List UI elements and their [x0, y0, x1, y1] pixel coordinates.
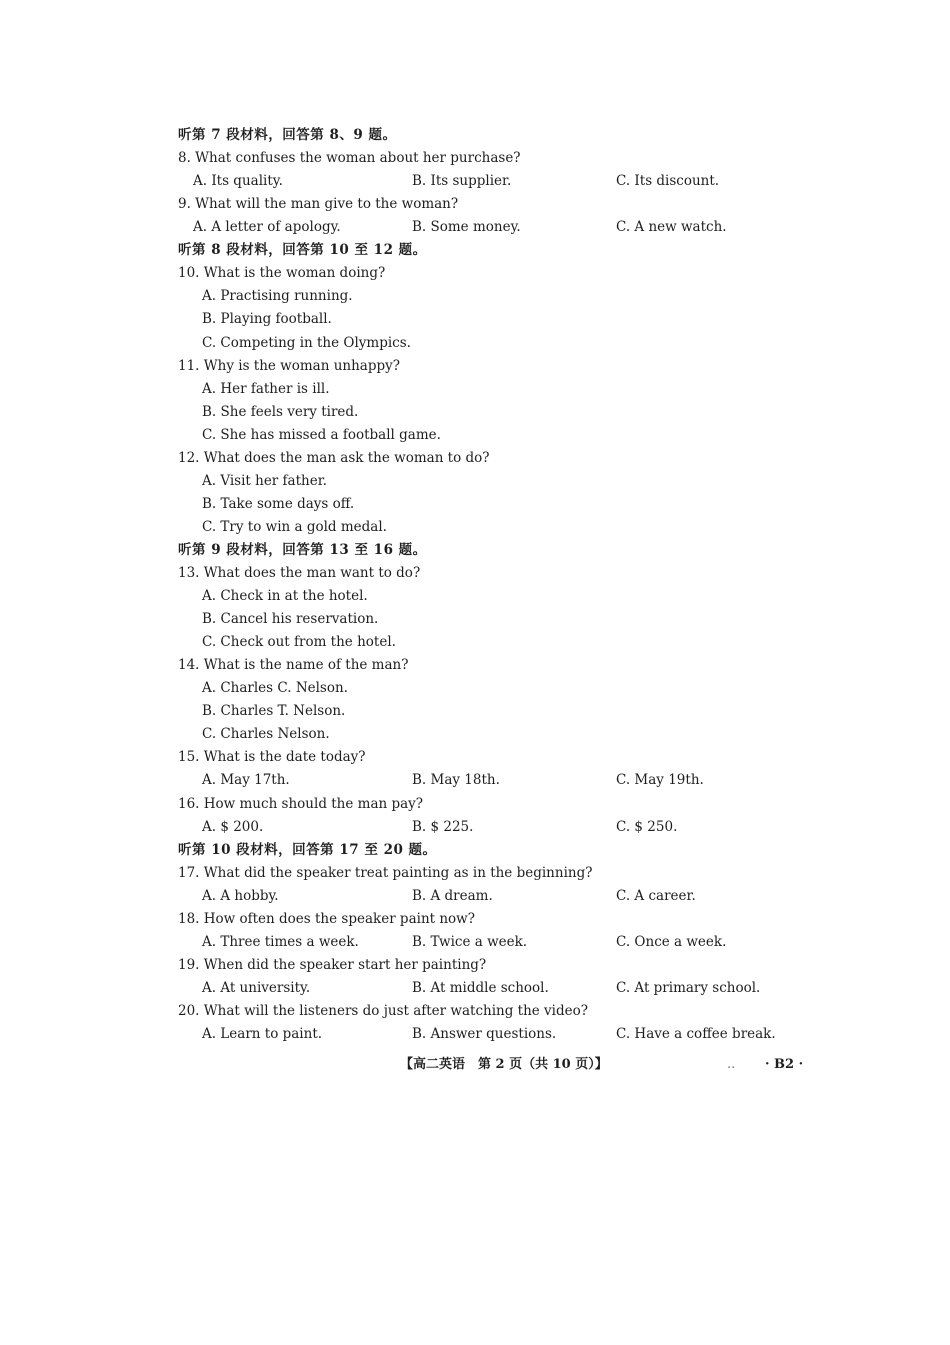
- question-stem: [0, 193, 950, 215]
- section-heading: [0, 539, 950, 561]
- question-stem-text: 18. How often does the speaker paint now?: [178, 910, 475, 927]
- question-stem: [0, 562, 950, 584]
- answer-options: [0, 378, 950, 400]
- section-heading-text: 听第 9 段材料，回答第 13 至 16 题。: [178, 541, 427, 558]
- option-a: A. At university.: [202, 979, 311, 996]
- option-text: C. Check out from the hotel.: [202, 634, 396, 651]
- answer-options: [0, 285, 950, 307]
- option-a: A. $ 200.: [202, 818, 264, 835]
- answer-options: [0, 769, 950, 791]
- question-stem: [0, 746, 950, 768]
- question-stem: [0, 862, 950, 884]
- option-c: C. At primary school.: [616, 979, 761, 996]
- section-heading-text: 听第 7 段材料，回答第 8、9 题。: [178, 127, 397, 143]
- question-stem: [0, 355, 950, 377]
- section-heading: [0, 124, 950, 146]
- question-stem-text: 16. How much should the man pay?: [178, 795, 424, 812]
- answer-options: [0, 170, 950, 192]
- answer-options: [0, 931, 950, 953]
- answer-options: [0, 424, 950, 446]
- question-stem-text: 19. When did the speaker start her painting?: [178, 956, 487, 973]
- option-text: A. Check in at the hotel.: [202, 588, 368, 604]
- answer-options: [0, 723, 950, 745]
- option-b: B. Some money.: [412, 219, 521, 236]
- option-text: A. Her father is ill.: [202, 380, 330, 397]
- question-stem-text: 8. What confuses the woman about her purchase?: [178, 150, 521, 167]
- answer-options: [0, 608, 950, 630]
- question-stem: [0, 447, 950, 469]
- answer-options: [0, 493, 950, 515]
- footer-page-info: 【高二英语 第 2 页（共 10 页）】: [400, 1057, 608, 1072]
- question-stem: [0, 147, 950, 169]
- option-text: C. Try to win a gold medal.: [202, 518, 387, 535]
- option-a: A. A letter of apology.: [193, 219, 341, 236]
- footer-code: · B2 ·: [765, 1057, 804, 1072]
- answer-options: [0, 216, 950, 238]
- question-stem-text: 13. What does the man want to do?: [178, 565, 421, 581]
- answer-options: [0, 470, 950, 492]
- answer-options: [0, 700, 950, 722]
- question-stem-text: 10. What is the woman doing?: [178, 265, 386, 282]
- answer-options: [0, 885, 950, 907]
- option-c: C. Once a week.: [616, 933, 727, 950]
- option-b: B. May 18th.: [412, 772, 500, 789]
- answer-options: [0, 631, 950, 653]
- section-heading-text: 听第 8 段材料，回答第 10 至 12 题。: [178, 242, 427, 259]
- answer-options: [0, 677, 950, 699]
- answer-options: [0, 816, 950, 838]
- answer-options: [0, 332, 950, 354]
- option-b: B. A dream.: [412, 887, 493, 904]
- option-b: B. Answer questions.: [412, 1026, 557, 1042]
- question-stem-text: 17. What did the speaker treat painting as in the beginning?: [178, 864, 593, 881]
- option-b: B. $ 225.: [412, 818, 474, 835]
- option-a: A. A hobby.: [202, 887, 279, 904]
- option-text: C. Competing in the Olympics.: [202, 334, 411, 351]
- question-stem: [0, 908, 950, 930]
- option-a: A. Learn to paint.: [202, 1026, 323, 1042]
- option-b: B. Its supplier.: [412, 173, 512, 190]
- option-text: B. Take some days off.: [202, 495, 355, 512]
- question-stem: [0, 654, 950, 676]
- page-footer: [0, 1054, 950, 1076]
- question-stem-text: 12. What does the man ask the woman to do?: [178, 449, 490, 466]
- option-text: B. Cancel his reservation.: [202, 611, 379, 627]
- question-stem-text: 15. What is the date today?: [178, 749, 366, 766]
- option-text: B. She feels very tired.: [202, 403, 359, 420]
- option-c: C. A career.: [616, 887, 696, 904]
- option-text: C. She has missed a football game.: [202, 426, 441, 443]
- section-heading: [0, 839, 950, 861]
- section-heading: [0, 239, 950, 261]
- footer-dots: ..: [727, 1057, 736, 1072]
- option-text: A. Charles C. Nelson.: [202, 680, 348, 697]
- option-a: A. Three times a week.: [202, 933, 359, 950]
- answer-options: [0, 516, 950, 538]
- question-stem: [0, 262, 950, 284]
- option-text: B. Charles T. Nelson.: [202, 703, 346, 720]
- question-stem: [0, 1000, 950, 1022]
- answer-options: [0, 585, 950, 607]
- answer-options: [0, 977, 950, 999]
- option-text: A. Practising running.: [202, 288, 353, 305]
- question-stem: [0, 954, 950, 976]
- option-a: A. Its quality.: [193, 173, 283, 190]
- answer-options: [0, 308, 950, 330]
- question-stem: [0, 793, 950, 815]
- option-c: C. Have a coffee break.: [616, 1026, 776, 1042]
- option-c: C. Its discount.: [616, 173, 720, 190]
- option-text: B. Playing football.: [202, 311, 332, 328]
- question-stem-text: 14. What is the name of the man?: [178, 657, 409, 674]
- option-c: C. $ 250.: [616, 818, 678, 835]
- answer-options: [0, 1023, 950, 1045]
- question-stem-text: 20. What will the listeners do just after watching the video?: [178, 1002, 588, 1019]
- section-heading-text: 听第 10 段材料，回答第 17 至 20 题。: [178, 841, 437, 858]
- option-c: C. A new watch.: [616, 219, 727, 236]
- option-text: C. Charles Nelson.: [202, 726, 330, 743]
- option-a: A. May 17th.: [202, 772, 290, 789]
- option-text: A. Visit her father.: [202, 472, 327, 489]
- question-stem-text: 9. What will the man give to the woman?: [178, 196, 459, 213]
- option-c: C. May 19th.: [616, 772, 704, 789]
- option-b: B. At middle school.: [412, 979, 549, 996]
- option-b: B. Twice a week.: [412, 933, 528, 950]
- answer-options: [0, 401, 950, 423]
- question-stem-text: 11. Why is the woman unhappy?: [178, 357, 400, 374]
